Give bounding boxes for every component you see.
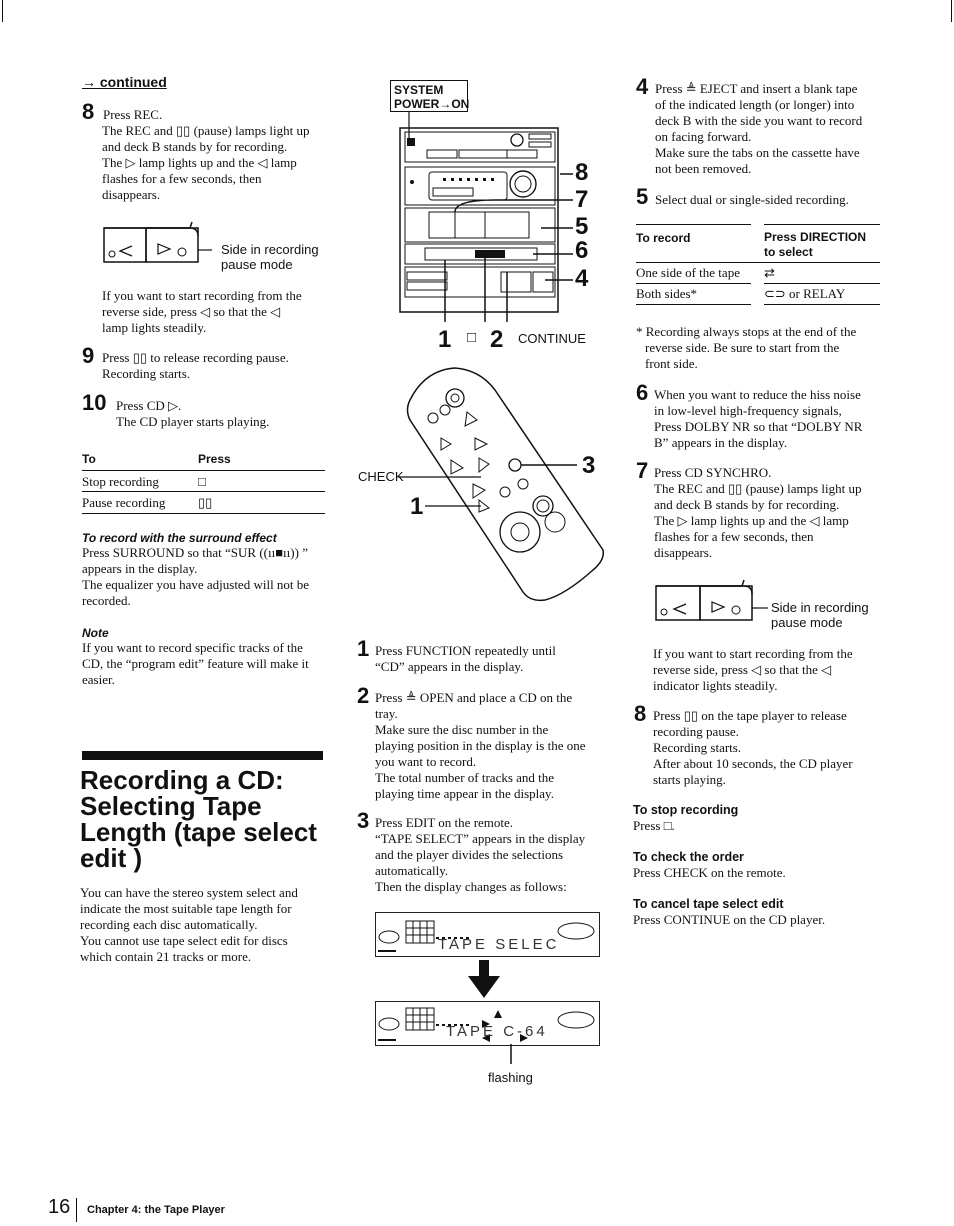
cancel-edit-title: To cancel tape select edit <box>633 897 784 911</box>
table-rule <box>636 283 751 284</box>
continue-label: CONTINUE <box>518 331 586 346</box>
callout-number-8: 8 <box>575 159 589 186</box>
mid-step-2-text: Press ≜ OPEN and place a CD on the tray. Make sure the disc number in the playing position in the display is the one you want to record. The total number of tracks and the playing time appear in the display. <box>375 690 586 801</box>
right-step-7-text: Press CD SYNCHRO. The REC and ▯▯ (pause) lamps light up and deck B stands by for recording. The ▷ lamp lights up and the ◁ lamp flashes for a few seconds, then disappears. <box>654 465 862 560</box>
left-step-8-body: The REC and ▯▯ (pause) lamps light up and deck B stands by for recording. The ▷ lamp lights up and the ◁ lamp flashes for a few seconds, then disappears. <box>102 123 310 202</box>
table-rule <box>636 262 880 263</box>
flashing-caption: flashing <box>488 1070 533 1085</box>
section-intro: You can have the stereo system select and indicate the most suitable tape length for recording each disc automatically. You cannot use tape select edit for discs which contain 21 tracks or more. <box>80 885 298 964</box>
side-in-recording-callout: Side in recording pause mode <box>771 600 869 630</box>
note-title: Note <box>82 626 109 640</box>
table-rule <box>636 304 751 305</box>
callout-number-2: 2 <box>490 326 504 353</box>
remote-callout-1: 1 <box>410 493 424 520</box>
left-step-10-line2: The CD player starts playing. <box>116 414 270 429</box>
page-edge-mark <box>2 0 3 22</box>
table-header-press: Press <box>198 452 231 466</box>
cancel-edit-text: Press CONTINUE on the CD player. <box>633 912 826 927</box>
right-step-number-4: 4 <box>636 74 649 99</box>
left-reverse-text: If you want to start recording from the reverse side, press ◁ so that the ◁ lamp lights steadily. <box>102 288 302 335</box>
check-order-title: To check the order <box>633 850 744 864</box>
right-step-8-text: Press ▯▯ on the tape player to release recording pause. Recording starts. After about 10 seconds, the CD player starts playing. <box>653 708 853 787</box>
right-step-number-6: 6 <box>636 380 649 405</box>
footer-divider <box>76 1198 77 1222</box>
table-cell: ⊂⊃ or RELAY <box>764 286 846 301</box>
continued-label: → continued <box>82 74 167 90</box>
table-rule <box>764 283 880 284</box>
table-header-press-direction: Press DIRECTION to select <box>764 230 867 259</box>
right-step-6-text: When you want to reduce the hiss noise in low-level high-frequency signals, Press DOLBY NR so that “DOLBY NR B” appears in the display. <box>654 387 863 450</box>
section-rule <box>82 751 323 760</box>
table-rule <box>764 304 880 305</box>
note-text: If you want to record specific tracks of the CD, the “program edit” feature will make it easier. <box>82 640 309 687</box>
check-label: CHECK <box>358 469 404 484</box>
callout-number-5: 5 <box>575 213 589 240</box>
lcd-display-tape-length <box>375 1001 600 1046</box>
lcd-text: TAPE C-64 <box>446 1023 548 1040</box>
table-row: Pause recording ▯▯ <box>82 492 325 514</box>
table-row: Stop recording □ <box>82 471 325 492</box>
right-step-5-text: Select dual or single-sided recording. <box>655 192 849 207</box>
right-step-4-text: Press ≜ EJECT and insert a blank tape of the indicated length (or longer) into deck B with the side you want to record on facing forward. Make sure the tabs on the cassette have not been removed. <box>655 81 863 176</box>
surround-text: Press SURROUND so that “SUR ((ıı■ıı)) ” appears in the display. The equalizer you have adjusted will not be recorded. <box>82 545 310 608</box>
left-step-9-body: Press ▯▯ to release recording pause. Recording starts. <box>102 350 289 381</box>
stop-recording-text: Press □. <box>633 818 675 833</box>
table-header-to-record: To record <box>636 231 691 245</box>
mid-step-1-text: Press FUNCTION repeatedly until “CD” appears in the display. <box>375 643 556 674</box>
callout-number-1: 1 <box>438 326 452 353</box>
right-step-number-7: 7 <box>636 458 649 483</box>
lcd-display-tape-select <box>375 912 600 957</box>
callout-number-6: 6 <box>575 237 589 264</box>
section-title: Recording a CD: Selecting Tape Length (tape select edit ) <box>80 765 317 873</box>
lcd-text: TAPE SELEC <box>438 936 560 953</box>
stop-recording-title: To stop recording <box>633 803 739 817</box>
mid-step-number-2: 2 <box>357 683 370 708</box>
step-number: 8 <box>82 99 95 124</box>
lamp-indicator-diagram <box>652 576 782 626</box>
down-arrow-icon <box>468 960 500 998</box>
right-step-number-8: 8 <box>634 701 647 726</box>
remote-control-diagram <box>355 360 615 610</box>
recording-footnote: * Recording always stops at the end of the reverse side. Be sure to start from the front side. <box>636 324 857 371</box>
chapter-label: Chapter 4: the Tape Player <box>87 1204 225 1216</box>
page-number: 16 <box>48 1196 71 1218</box>
check-order-text: Press CHECK on the remote. <box>633 865 786 880</box>
lamp-indicator-diagram <box>100 218 230 268</box>
step-text: Press REC. <box>103 107 163 122</box>
right-reverse-text: If you want to start recording from the reverse side, press ◁ so that the ◁ indicator lights steadily. <box>653 646 853 693</box>
mid-step-3-text: Press EDIT on the remote. “TAPE SELECT” appears in the display and the player divides the selections automatically. Then the display changes as follows: <box>375 815 586 894</box>
table-cell: ⇄ <box>764 265 775 280</box>
mid-step-number-3: 3 <box>357 808 370 833</box>
system-power-button-label: SYSTEM POWER→ON <box>390 80 468 112</box>
table-rule <box>764 224 880 225</box>
page-edge-mark <box>951 0 952 22</box>
mid-step-number-1: 1 <box>357 636 370 661</box>
stereo-system-diagram <box>395 112 595 322</box>
step-number: 10 <box>82 390 107 415</box>
table-cell: One side of the tape <box>636 265 740 280</box>
left-step-10-line1: Press CD ▷. <box>116 398 182 413</box>
callout-number-4: 4 <box>575 265 589 292</box>
table-cell: Both sides* <box>636 286 698 301</box>
flashing-indicator <box>504 1044 518 1064</box>
right-step-number-5: 5 <box>636 184 649 209</box>
step-number: 9 <box>82 343 95 368</box>
remote-callout-3: 3 <box>582 452 596 479</box>
stop-pause-table <box>82 447 325 514</box>
surround-title: To record with the surround effect <box>82 531 277 545</box>
callout-number-7: 7 <box>575 186 589 213</box>
table-rule <box>636 224 751 225</box>
stop-symbol: □ <box>467 330 477 346</box>
direction-table <box>636 224 880 308</box>
table-header-to: To <box>82 452 96 466</box>
side-in-recording-callout: Side in recording pause mode <box>221 242 319 272</box>
